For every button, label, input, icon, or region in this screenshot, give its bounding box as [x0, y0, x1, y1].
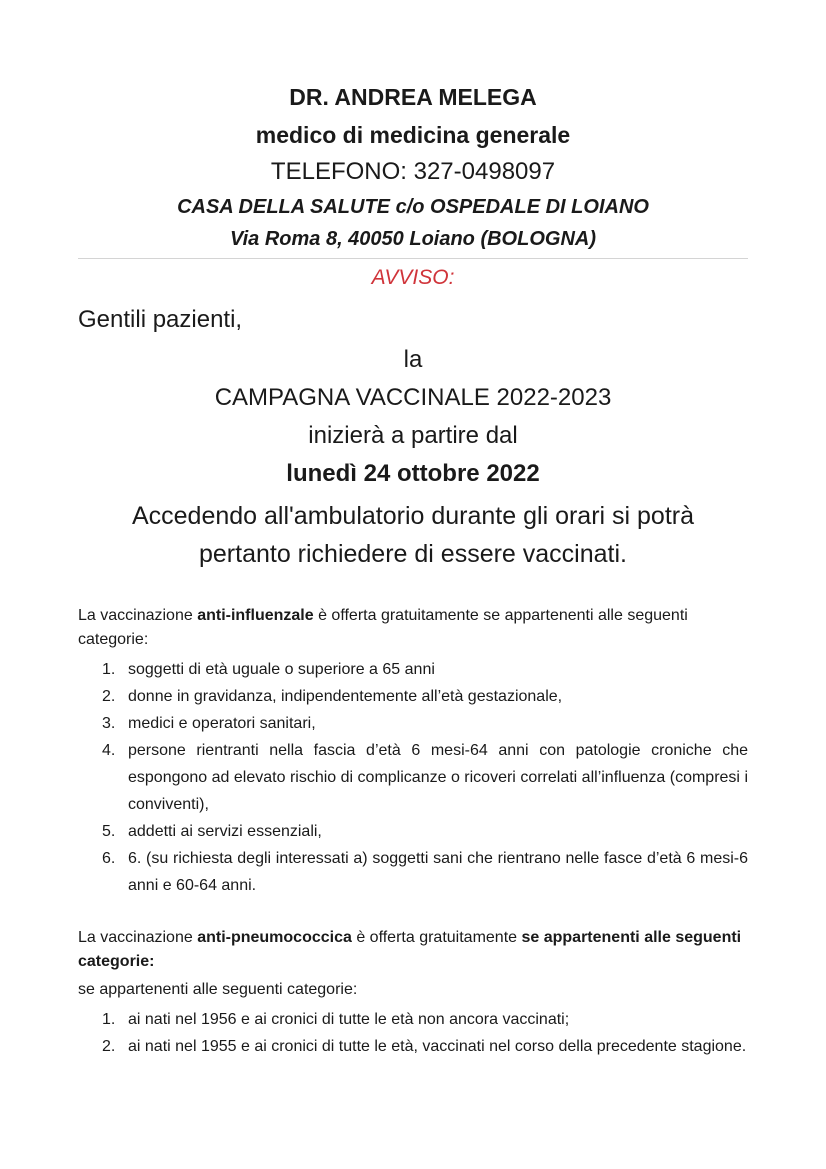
- flu-categories-list: [78, 656, 748, 899]
- flu-vaccine-name: anti-influenzale: [197, 607, 314, 624]
- greeting: Gentili pazienti,: [78, 306, 243, 333]
- list-item: [78, 1006, 748, 1033]
- campaign-start-date: lunedì 24 ottobre 2022: [286, 460, 540, 487]
- campaign-title: CAMPAGNA VACCINALE 2022-2023: [214, 384, 612, 411]
- campaign-start-label: inizierà a partire dal: [308, 422, 518, 449]
- pneumo-intro: [78, 926, 748, 974]
- doctor-role: medico di medicina generale: [255, 122, 571, 148]
- announcement-la: la: [403, 346, 423, 373]
- doctor-name: DR. ANDREA MELEGA: [289, 84, 537, 110]
- list-number: 5.: [102, 823, 116, 840]
- flu-intro-start: La vaccinazione: [78, 607, 198, 624]
- list-text: addetti ai servizi essenziali,: [128, 823, 322, 840]
- list-item: [78, 737, 748, 818]
- list-number: 2.: [102, 1038, 116, 1055]
- access-info-line-2: pertanto richiedere di essere vaccinati.: [198, 540, 627, 568]
- doctor-phone: TELEFONO: 327-0498097: [270, 158, 556, 185]
- pneumo-subtitle: se appartenenti alle seguenti categorie:: [78, 981, 358, 998]
- list-number: 2.: [102, 688, 116, 705]
- list-text: persone rientranti nella fascia d’età 6 mesi-64 anni con patologie croniche che espongono ad elevato rischio di complicanze o ricoveri correlati all’influenza (compresi i conviventi),: [128, 742, 748, 813]
- flu-intro: [78, 604, 748, 652]
- list-number: 1.: [102, 661, 116, 678]
- list-number: 3.: [102, 715, 116, 732]
- list-item: [78, 845, 748, 899]
- notice-label: AVVISO:: [371, 266, 455, 289]
- pneumo-intro-emphasis: se appartenenti alle seguenti categorie:: [78, 929, 742, 970]
- access-info-line-1: Accedendo all'ambulatorio durante gli orari si potrà: [131, 502, 695, 530]
- list-item: [78, 683, 748, 710]
- list-text: ai nati nel 1955 e ai cronici di tutte le età, vaccinati nel corso della precedente stagione.: [128, 1038, 747, 1055]
- list-text: medici e operatori sanitari,: [128, 715, 316, 732]
- clinic-address: Via Roma 8, 40050 Loiano (BOLOGNA): [229, 228, 596, 250]
- list-text: soggetti di età uguale o superiore a 65 anni: [128, 661, 435, 678]
- header-divider: [78, 258, 748, 259]
- list-text: donne in gravidanza, indipendentemente all’età gestazionale,: [128, 688, 563, 705]
- list-item: [78, 656, 748, 683]
- list-text: ai nati nel 1956 e ai cronici di tutte le età non ancora vaccinati;: [128, 1011, 570, 1028]
- list-item: [78, 710, 748, 737]
- flu-intro-end: è offerta gratuitamente se appartenenti alle seguenti categorie:: [78, 607, 688, 648]
- list-item: [78, 818, 748, 845]
- pneumo-intro-start: La vaccinazione: [78, 929, 198, 946]
- list-item: [78, 1033, 748, 1060]
- list-number: 6.: [102, 850, 116, 867]
- list-number: 1.: [102, 1011, 116, 1028]
- pneumo-categories-list: [78, 1006, 748, 1060]
- pneumo-vaccine-name: anti-pneumococcica: [197, 929, 352, 946]
- pneumo-intro-middle: è offerta gratuitamente: [351, 929, 522, 946]
- list-text: 6. (su richiesta degli interessati a) soggetti sani che rientrano nelle fasce d’età 6 mesi-6 anni e 60-64 anni.: [128, 850, 748, 894]
- clinic-place: CASA DELLA SALUTE c/o OSPEDALE DI LOIANO: [177, 196, 649, 218]
- list-number: 4.: [102, 742, 116, 759]
